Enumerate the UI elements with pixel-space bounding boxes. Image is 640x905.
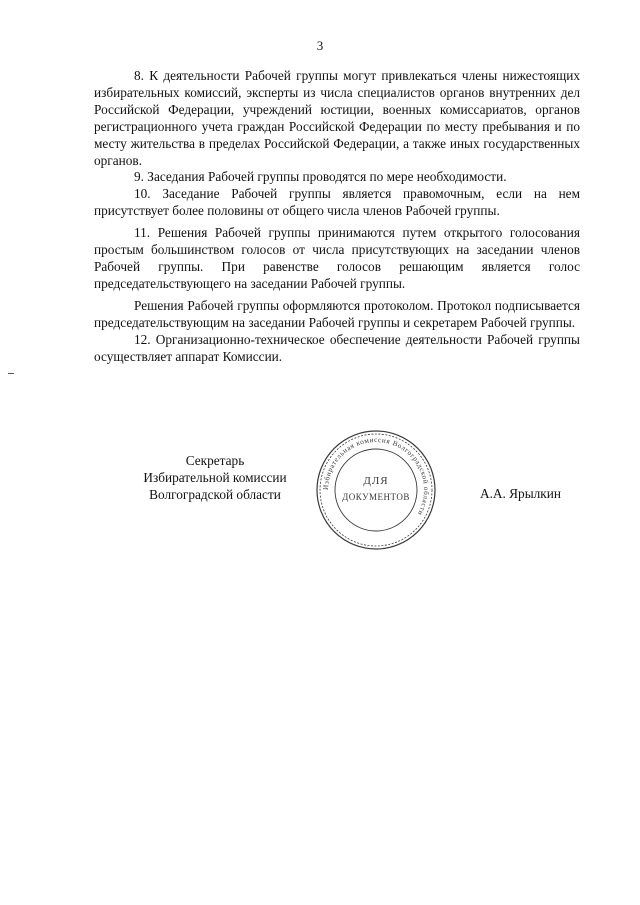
paragraph-9: 9. Заседания Рабочей группы проводятся по мере необходимости. [134,169,507,185]
stamp-center-text-1: ДЛЯ [363,475,389,487]
official-seal-stamp [314,428,438,552]
signatory-position [128,452,302,503]
signatory-name: А.А. Ярылкин [480,486,561,501]
paragraph-decisions: Решения Рабочей группы оформляются протоколом. Протокол подписывается председательствующим на заседании Рабочей группы и секретарем Рабочей группы. [94,297,580,330]
stamp-center-text-2: ДОКУМЕНТОВ [342,492,410,502]
paragraph-8: 8. К деятельности Рабочей группы могут привлекаться члены нижестоящих избирательных комиссий, эксперты из числа специалистов органов внутренних дел Российской Федерации, учреждений юстиции, военных комиссариатов, органов регистрационного учета граждан Российской Федерации по месту пребывания и по месту жительства в пределах Российской Федерации, а также иных государственных органов. [94,68,580,168]
document-body [94,68,580,365]
page-number: 3 [316,38,324,53]
signatory-position-line: Волгоградской области [149,487,281,502]
paragraph-10: 10. Заседание Рабочей группы является правомочным, если на нем присутствует более половины от общего числа членов Рабочей группы. [94,186,580,219]
margin-mark [8,373,14,374]
signatory-position-line: Избирательной комиссии [143,470,287,485]
paragraph-12: 12. Организационно-техническое обеспечение деятельности Рабочей группы осуществляет аппарат Комиссии. [94,331,580,364]
paragraph-11: 11. Решения Рабочей группы принимаются путем открытого голосования простым большинством голосов от числа присутствующих на заседании членов Рабочей группы. При равенстве голосов решающим является голос председательствующего на заседании Рабочей группы. [94,225,580,291]
stamp-ring-text: Избирательная комиссия Волгоградской области [321,435,431,517]
signatory-position-line: Секретарь [185,453,245,468]
